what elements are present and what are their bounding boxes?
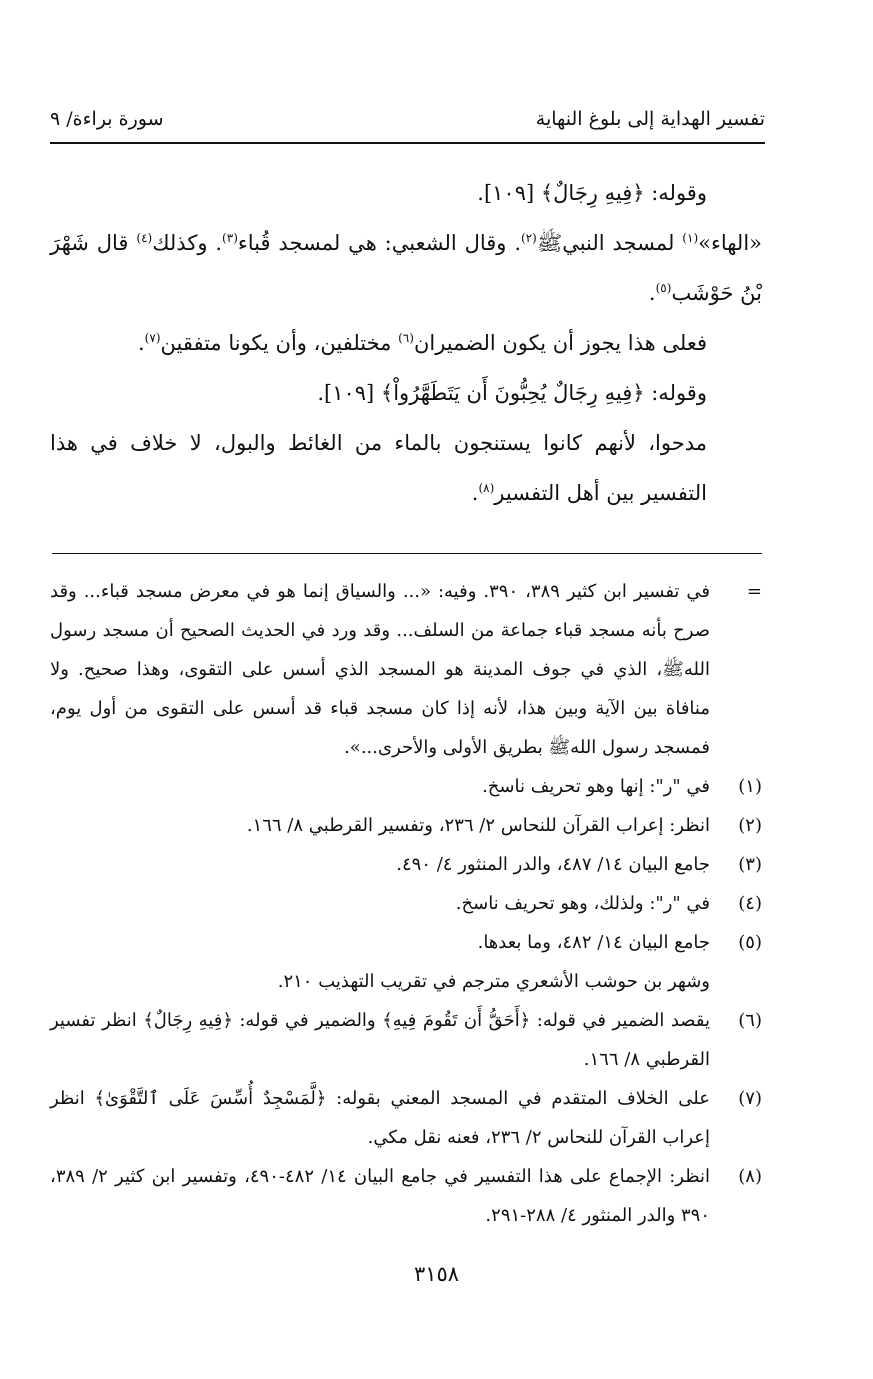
paragraph-4: وقوله: ﴿فِيهِ رِجَالٌ يُحِبُّونَ أَن يَتَطَهَّرُواْ﴾ [١٠٩].	[317, 381, 707, 405]
footnote-5	[50, 923, 762, 962]
footnote-number: (٦)	[738, 1010, 762, 1031]
book-title: تفسير الهداية إلى بلوغ النهاية	[535, 108, 765, 130]
footnote-text: انظر: الإجماع على هذا التفسير في جامع البيان ١٤/ ٤٨٢-٤٩٠، وتفسير ابن كثير ٢/ ٣٨٩، ٣٩٠ والدر المنثور ٤/ ٢٨٨-٢٩١.	[50, 1166, 710, 1226]
page-number: ٣١٥٨	[413, 1262, 460, 1286]
text-run: . وكذلك	[152, 231, 223, 255]
footnote-ref: (٧)	[144, 331, 161, 345]
footnote-number: (٤)	[738, 893, 762, 914]
footnotes	[50, 572, 762, 1235]
footnote-text: على الخلاف المتقدم في المسجد المعني بقوله: ﴿لَّمَسْجِدٌ أُسِّسَ عَلَى ٱلتَّقْوَىٰ﴾ انظر إعراب القرآن للنحاس ٢/ ٢٣٦، فعنه نقل مكي.	[50, 1088, 710, 1148]
footnote-number: (١)	[738, 776, 762, 797]
text-run: فعلى هذا يجوز أن يكون الضميران	[413, 331, 707, 355]
footnote-text: انظر: إعراب القرآن للنحاس ٢/ ٢٣٦، وتفسير القرطبي ٨/ ١٦٦.	[246, 815, 710, 836]
header-divider	[50, 142, 765, 144]
text-run: مدحوا، لأنهم كانوا يستنجون بالماء من الغائط والبول، لا خلاف في هذا التفسير بين أهل التفسير	[50, 431, 707, 505]
running-header	[50, 108, 765, 130]
footnote-continuation	[50, 572, 762, 767]
text-run: قال شَهْرَ بْنُ حَوْشَب	[50, 231, 762, 305]
footnote-1	[50, 767, 762, 806]
footnote-ref: (٤)	[136, 231, 153, 245]
continuation-mark: =	[746, 581, 762, 602]
footnote-ref: (٨)	[478, 481, 495, 495]
footnote-4	[50, 884, 762, 923]
footnote-number: (٧)	[738, 1088, 762, 1109]
footnote-ref: (١)	[682, 231, 699, 245]
paragraph-3	[50, 318, 762, 368]
footnote-text: في "ر": ولذلك، وهو تحريف ناسخ.	[455, 893, 710, 914]
footnote-number: (٣)	[738, 854, 762, 875]
footnote-number: (٨)	[738, 1166, 762, 1187]
footnote-text: يقصد الضمير في قوله: ﴿أَحَقُّ أَن تَقُومَ فِيهِ﴾ والضمير في قوله: ﴿فِيهِ رِجَالٌ﴾ انظر تفسير القرطبي ٨/ ١٦٦.	[50, 1010, 710, 1070]
paragraph-1: وقوله: ﴿فِيهِ رِجَالٌ﴾ [١٠٩].	[477, 181, 707, 205]
surah-label: سورة براءة/ ٩	[50, 108, 164, 130]
text-run: «الهاء»	[698, 231, 763, 255]
footnote-ref: (٢)	[521, 231, 537, 245]
footnote-text: في "ر": إنها وهو تحريف ناسخ.	[482, 776, 710, 797]
paragraph-2	[50, 218, 762, 318]
footnote-text: وشهر بن حوشب الأشعري مترجم في تقريب التهذيب ٢١٠.	[277, 971, 710, 992]
footnote-text: جامع البيان ١٤/ ٤٨٢، وما بعدها.	[477, 932, 710, 953]
text-run: .	[648, 281, 656, 305]
footnote-6	[50, 1001, 762, 1079]
footnote-ref: (٥)	[655, 281, 672, 295]
footnote-number: (٥)	[738, 932, 762, 953]
footnote-3	[50, 845, 762, 884]
text-run: .	[471, 481, 479, 505]
text-run: لمسجد النبيﷺ	[536, 231, 683, 255]
footnote-2	[50, 806, 762, 845]
text-run: . وقال الشعبي: هي لمسجد قُباء	[237, 231, 522, 255]
footnote-number: (٢)	[738, 815, 762, 836]
paragraph-5	[50, 418, 762, 518]
footnote-ref: (٦)	[398, 331, 414, 345]
footnote-text: في تفسير ابن كثير ٣٨٩، ٣٩٠. وفيه: «... والسياق إنما هو في معرض مسجد قباء... وقد صرح بأنه مسجد قباء جماعة من السلف... وقد ورد في الحديث الصحيح أن مسجد رسول اللهﷺ، الذي في جوف المدينة هو المسجد الذي أسس على التقوى، وهذا صحيح. ولا منافاة بين الآية وبين هذا، لأنه إذا كان مسجد قباء قد أسس على التقوى من أول يوم، فمسجد رسول اللهﷺ بطريق الأولى والأحرى...».	[50, 581, 711, 758]
footnote-text: جامع البيان ١٤/ ٤٨٧، والدر المنثور ٤/ ٤٩٠.	[396, 854, 710, 875]
footnote-divider	[52, 553, 762, 554]
footnote-ref: (٣)	[222, 231, 238, 245]
footnote-7	[50, 1079, 762, 1157]
footnote-8	[50, 1157, 762, 1235]
main-text	[50, 168, 762, 518]
text-run: .	[137, 331, 145, 355]
text-run: مختلفين، وأن يكونا متفقين	[160, 331, 399, 355]
footnote-5-continued	[50, 962, 762, 1001]
